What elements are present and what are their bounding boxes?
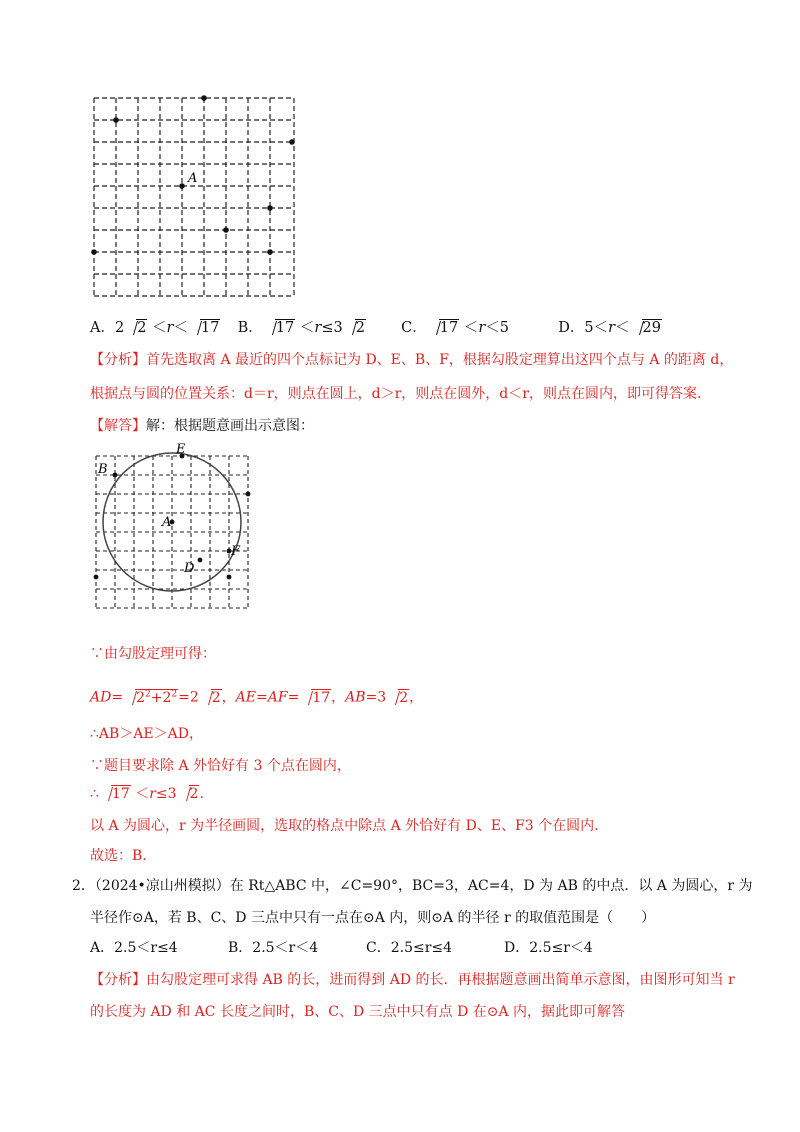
q2-analysis-line-2: 的长度为 AD 和 AC 长度之间时，B、C、D 三点中只有点 D 在⊙A 内，据此即可解答 [90, 1004, 626, 1020]
grid-point [201, 95, 207, 101]
q2-option-a[interactable]: A．2.5＜r≤4 [90, 940, 178, 956]
q1-analysis-line-2: 根据点与圆的位置关系：d＝r，则点在圆上，d＞r，则点在圆外，d＜r，则点在圆内，即可得答案. [90, 386, 702, 402]
point-a [179, 183, 185, 189]
analysis-tag: 【分析】 [90, 352, 146, 368]
analysis-tag: 【分析】 [90, 972, 146, 988]
option-d[interactable]: D．5＜r＜ 29 [558, 320, 661, 336]
grid-point [223, 227, 229, 233]
q1-solution-intro: 【解答】解：根据题意画出示意图： [90, 418, 314, 434]
grid-point [289, 139, 295, 145]
grid-point [246, 492, 251, 497]
q1-therefore-2: ∴ 17 ＜r≤3 2. [90, 786, 204, 802]
grid-point [113, 117, 119, 123]
q2-option-b[interactable]: B．2.5＜r＜4 [228, 940, 319, 956]
grid-point [267, 249, 273, 255]
q1-answer: 故选：B. [90, 848, 147, 864]
q2-option-d[interactable]: D．2.5≤r＜4 [504, 940, 593, 956]
q2-options [90, 938, 593, 958]
label-a: A [162, 515, 172, 530]
point-b [113, 473, 118, 478]
q1-ad-equation: $AD= 2^2+2^2=2$ 2，AE=AF= 17，AB=3 2， [90, 684, 423, 708]
point-d [198, 558, 203, 563]
option-c[interactable]: C． 17 ＜r＜5 [401, 320, 509, 336]
grid-point [227, 575, 232, 580]
q1-analysis-line-1: 【分析】首先选取离 A 最近的四个点标记为 D、E、B、F，根据勾股定理算出这四个点与 A 的距离 d， [90, 352, 734, 368]
label-a: A [188, 171, 198, 186]
circle-figure [88, 440, 258, 615]
q1-options [90, 318, 662, 338]
q1-therefore-1: ∴AB＞AE＞AD， [90, 726, 203, 742]
q2-analysis-line-1: 【分析】由勾股定理可求得 AB 的长，进而得到 AD 的长．再根据题意画出简单示意图，由图形可知当 r [90, 972, 735, 988]
grid-point [267, 205, 273, 211]
grid-point [91, 249, 97, 255]
q2-line-1: 2．（2024•凉山州模拟）在 Rt△ABC 中，∠C=90°，BC=3，AC=4，D 为 AB 的中点．以 A 为圆心，r 为 [72, 878, 753, 894]
q1-conclusion: 以 A 为圆心，r 为半径画圆，选取的格点中除点 A 外恰好有 D、E、F3 个在圆内. [90, 818, 599, 834]
option-b[interactable]: B． 17 ＜r≤3 2 [237, 320, 365, 336]
solution-tag: 【解答】 [90, 418, 146, 434]
q2-number: 2． [72, 878, 95, 894]
label-f: F [231, 544, 241, 559]
q1-since-2: ∵题目要求除 A 外恰好有 3 个点在圆内， [90, 758, 351, 774]
grid-figure-1 [88, 92, 302, 304]
label-d: D [184, 561, 195, 576]
grid-point [94, 575, 99, 580]
q2-option-c[interactable]: C．2.5≤r≤4 [366, 940, 453, 956]
q1-since-1: ∵由勾股定理可得： [90, 646, 216, 662]
option-a[interactable]: A．2 2 ＜r＜ 17 [90, 320, 220, 336]
label-e: E [176, 442, 186, 457]
label-b: B [98, 462, 108, 477]
grid-lines [94, 98, 294, 296]
q2-line-2: 半径作⊙A，若 B、C、D 三点中只有一点在⊙A 内，则⊙A 的半径 r 的取值范围是（ ） [90, 910, 656, 926]
